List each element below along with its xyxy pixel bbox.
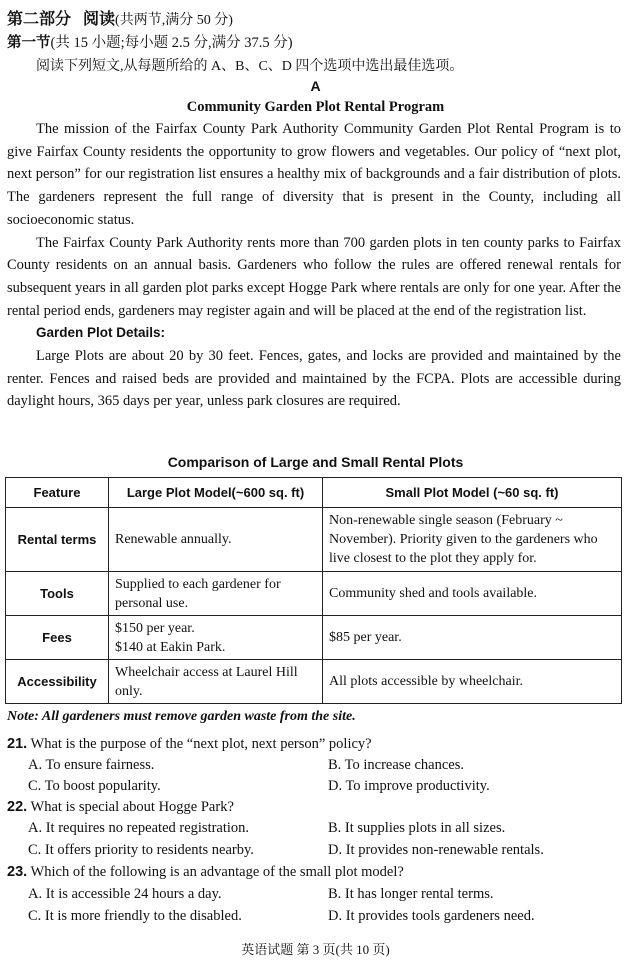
paragraph-3: Large Plots are about 20 by 30 feet. Fences, gates, and locks are provided and maintained by the renter. Fences and raised beds are provided and maintained by the FCPA. Plots are accessible during daylight hours, 365 days per year, unless park closures are required. [7,348,621,410]
large-cell: Renewable annually. [109,508,323,572]
table-note [7,709,356,725]
option-23-d[interactable]: D. It provides tools gardeners need. [328,908,535,924]
passage-title: Community Garden Plot Rental Program [186,99,445,115]
option-22-a[interactable]: A. It requires no repeated registration. [28,820,250,836]
table-row [6,616,622,660]
section-label: 第一节 [7,35,51,51]
large-cell: Wheelchair access at Laurel Hill only. [109,660,323,704]
large-fee-2: $140 at Eakin Park. [115,639,226,655]
option-23-a[interactable]: A. It is accessible 24 hours a day. [28,886,222,902]
question-number: 23. [7,864,28,880]
option-22-c[interactable]: C. It offers priority to residents nearby. [28,842,254,858]
part-header [7,6,233,29]
section-note: (共 15 小题;每小题 2.5 分,满分 37.5 分) [50,35,293,51]
option-21-c[interactable]: C. To boost popularity. [28,778,161,794]
passage-body [7,118,621,413]
small-cell: Community shed and tools available. [323,572,622,616]
question-text: What is special about Hogge Park? [30,799,234,815]
question-text: Which of the following is an advantage of the small plot model? [30,864,404,880]
feature-cell: Tools [6,572,109,616]
feature-cell: Accessibility [6,660,109,704]
small-cell: All plots accessible by wheelchair. [323,660,622,704]
table-title: Comparison of Large and Small Rental Plots [167,454,464,470]
option-22-b[interactable]: B. It supplies plots in all sizes. [328,820,506,836]
feature-cell: Fees [6,616,109,660]
note-label: Note: [7,709,39,724]
table-row [6,660,622,704]
option-21-b[interactable]: B. To increase chances. [328,757,465,773]
section-header [7,31,293,52]
header-small: Small Plot Model (~60 sq. ft) [323,478,622,508]
option-21-d[interactable]: D. To improve productivity. [328,778,490,794]
question-number: 21. [7,736,28,752]
option-23-b[interactable]: B. It has longer rental terms. [328,886,494,902]
part-note: (共两节,满分 50 分) [115,13,233,28]
question-21 [7,736,372,753]
small-cell: $85 per year. [323,616,622,660]
small-cell: Non-renewable single season (February ~ November). Priority given to the gardeners who live closest to the plot they apply for. [323,508,622,572]
instruction: 阅读下列短文,从每题所给的 A、B、C、D 四个选项中选出最佳选项。 [36,59,464,74]
feature-cell: Rental terms [6,508,109,572]
table-header-row [6,478,622,508]
question-number: 22. [7,799,28,815]
note-text: All gardeners must remove garden waste from the site. [38,709,356,724]
question-22 [7,799,234,816]
paragraph-2: The Fairfax County Park Authority rents more than 700 garden plots in ten county parks to Fairfax County residents on an annual basis. Gardeners who follow the rules are offered renewal rentals for subsequent years in all garden plot parks except Hogge Park where rentals are only for one year. After the rental period ends, gardeners may register again and will be placed at the end of the registration list. [7,234,621,319]
paragraph-1: The mission of the Fairfax County Park Authority Community Garden Plot Rental Program is to give Fairfax County residents the opportunity to grow flowers and vegetables. Our policy of “next plot, next person” for our registration list ensures a healthy mix of backgrounds and a fair distribution of plots. The gardeners represent the full range of diversity that is present in the County, including all socioeconomic status. [7,121,621,228]
table-row [6,572,622,616]
option-22-d[interactable]: D. It provides non-renewable rentals. [328,842,544,858]
large-fee-1: $150 per year. [115,620,195,636]
large-cell [109,616,323,660]
option-23-c[interactable]: C. It is more friendly to the disabled. [28,908,242,924]
question-text: What is the purpose of the “next plot, next person” policy? [30,736,372,752]
table-row [6,508,622,572]
details-subhead: Garden Plot Details: [36,325,166,341]
question-23 [7,864,404,881]
header-feature: Feature [6,478,109,508]
comparison-table [5,477,622,704]
header-large: Large Plot Model(~600 sq. ft) [109,478,323,508]
passage-letter: A [310,78,321,94]
page-footer: 英语试题 第 3 页(共 10 页) [241,942,390,957]
large-cell: Supplied to each gardener for personal use. [109,572,323,616]
option-21-a[interactable]: A. To ensure fairness. [28,757,155,773]
part-label: 第二部分 [7,11,72,28]
part-title: 阅读 [83,11,116,28]
